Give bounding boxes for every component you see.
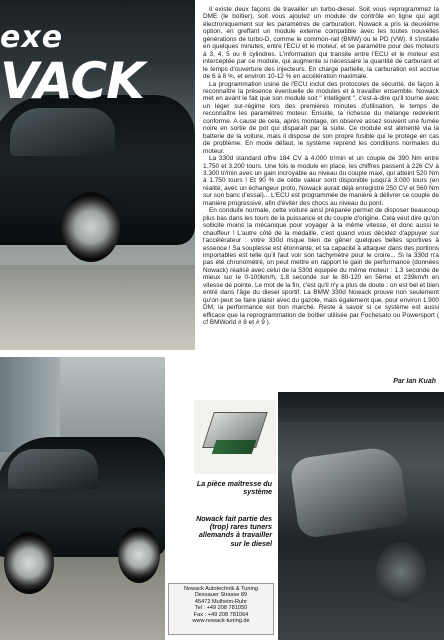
- article-title: [0, 14, 195, 110]
- car-window-shape: [8, 449, 98, 489]
- contact-box: [168, 583, 274, 635]
- caption-ecu: La pièce maîtresse du système: [196, 479, 272, 497]
- article-body: [203, 6, 439, 380]
- car-rear-wheel: [118, 527, 160, 583]
- road-surface: [0, 265, 195, 350]
- contact-phone: Tel : +49 208 781050: [194, 605, 248, 612]
- article-paragraph-4: En conduite normale, cette voiture ainsi préparée permet de disposer beaucoup plus bas dans les tours de la puissance et du couple d'origine. Cela veut dire qu'on sollicite moins la mécanique pour voyager à la même vitesse, et donc aussi le chauffeur ! L'autre côté de la médaille, c'est quand vous décidez d'appuyer sur l'accélérateur : votre 330d risque bien de gêner quelques belles sportives à essence ! Sa souplesse est étonnante, et sa capacité à attaquer dans des portions importables est telle qu'il faut voir son tachymètre pour le croire... Si la 330d n'a pas été chronométré, on peut mettre en rapport le gain de performance (données Nowack) réalisé avec celui de la 530d équipée du même moteur : 1.3 seconde de mieux sur le 0-100km/h, 1.8 seconde sur le 80-120 en 5ème et 239km/h en vitesse de pointe. Le mot de la fin, c'est qu'il n'y a plus de doute : on est bel et bien entré dans l'âge du diesel sportif. La BMW 330d Nowack prouve non seulement qu'on peut se faire plaisir avec du gazole, mais également que, pour environ 1.900 DM, la performance est bon marché. Reste à savoir si ce système est aussi efficace que la reprogrammation de boîtier utilisée par Fochesato ou Powersport ( cf BMWorld # 8 et # 9 ).: [203, 207, 439, 327]
- car-photo-bottom: [0, 357, 165, 640]
- circuit-board-shape: [212, 440, 257, 454]
- ecu-module-photo: [194, 400, 276, 474]
- contact-company: Nowack Autotechnik & Tuning: [183, 586, 258, 592]
- caption-tuner: Nowack fait partie des (trop) rares tuners allemands à travailler sur le diesel: [196, 514, 272, 548]
- author-byline: Par Ian Kuah: [393, 378, 436, 385]
- contact-fax: Fax : +49 208 781064: [193, 611, 249, 618]
- contact-website[interactable]: www.nowack-tuning.de: [192, 618, 250, 625]
- contact-city: 45472 Mulheim-Ruhr: [194, 598, 248, 605]
- intake-pipe-shape: [376, 542, 426, 602]
- hood-shape: [278, 392, 444, 422]
- car-front-wheel: [4, 532, 54, 594]
- contact-street: Dessauer Strasse 89: [194, 592, 248, 599]
- article-paragraph-3: La 330d standard offre 184 CV à 4.000 tr/min et un couple de 390 Nm entre 1.750 et 3.200 tours. Une fois le module en place, les chiffres passent à 226 CV à 3.300 tr/min avec un gain incroyable au niveau du couple maxi, qui atteint 520 Nm à 1.750 tours ! Et 90 % de cette valeur sont disponible jusqu'à 3.000 tours (en réalité, avec un échangeur proto, Nowack aurait déjà enregistré 250 CV et 560 Nm sur son banc d'essai)... L'ECU est programmée de manière à délivrer ce couple de manière progressive, afin d'éviter des chocs au niveau du pont.: [203, 155, 439, 207]
- car-photo-top: [0, 0, 195, 350]
- engine-photo: [278, 392, 444, 640]
- title-line1: exe: [0, 20, 64, 55]
- car-window-shape: [10, 108, 115, 156]
- article-paragraph-1: Il existe deux façons de travailler un turbo-diesel. Soit vous reprogrammez la DME (le boîtier), soit vous ajoutez un module de contrôle en ligne qui agit électroniquement sur les paramètres de carburation. Nowack a pris la deuxième option, en greffant un module externe compatible avec les toutes nouvelles générations de turbo-D, comme le common-rail (BMW) ou le PD (VW). Il s'installe en quelques minutes, entre l'ECU et le moteur, et se paramètre pour des moteurs à 3, 4, 5 ou 6 cylindres. L'information qui transite entre l'ECU et le moteur est interceptée par ce module, qui augmente si nécessaire la quantité de carburant et le temps d'ouverture des injecteurs. En charge partielle, la carburation est accrue de 6 à 8 %, et environ 10-12 % en accélération maximale.: [203, 6, 439, 81]
- title-line2: VACK: [0, 52, 144, 110]
- engine-cover-shape: [289, 445, 409, 540]
- article-paragraph-2: La programmation usine de l'ECU inclut des protocoles de sécurité, de façon à reconnaître la présence éventuelle de modules et à travailler ensemble. Nowack met en avant le fait que son module soit " intelligent ", c'est-à-dire qu'il tourne avec un léger sur-régime lors des premières minutes d'utilisation, le temps de reconnaître les paramètres moteur. Ensuite, la richesse du mélange redevient conforme. A cause de cela, après montage, on observe assez souvent une fumée noire en sortie de pot qui disparaît par la suite. Ce module est alimenté via la batterie de la voiture, mais il dispose de son propre fusible qui le protège en cas de problème. En mode défaut, le système reprend les conditions normales du moteur.: [203, 80, 439, 155]
- car-wheel-shape: [62, 192, 120, 262]
